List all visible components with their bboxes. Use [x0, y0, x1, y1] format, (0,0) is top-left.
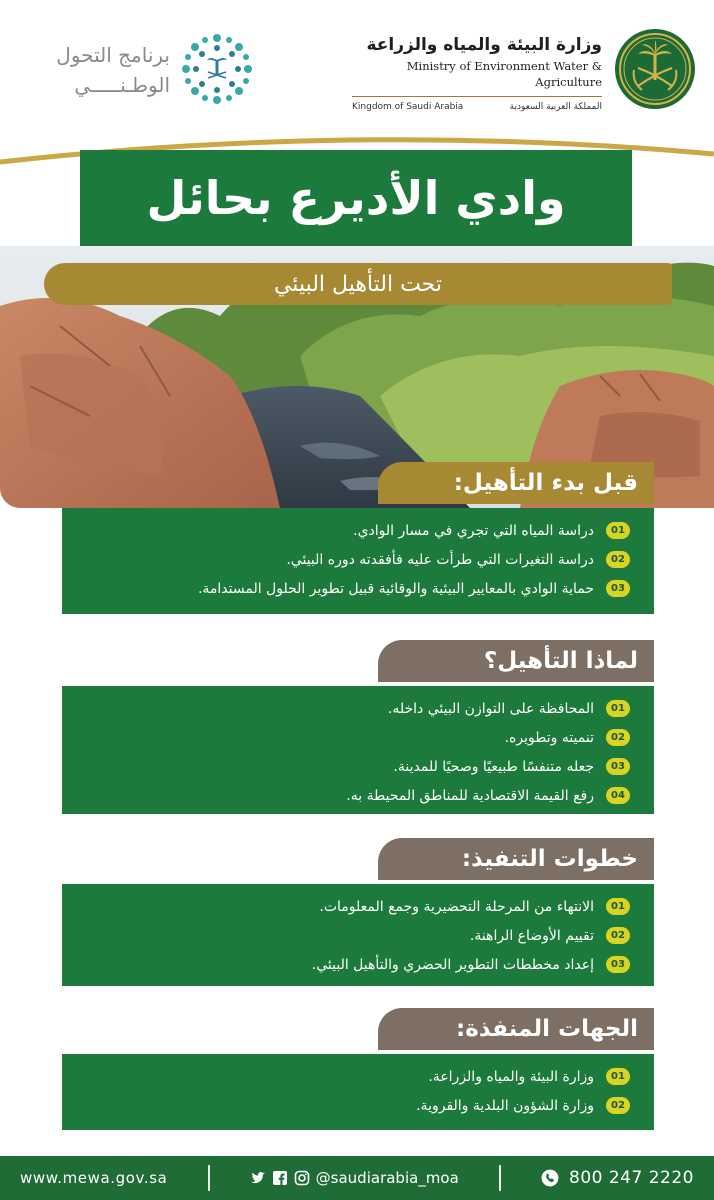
item-text: تقييم الأوضاع الراهنة.: [469, 927, 594, 944]
list-item: [72, 723, 630, 752]
item-text: دراسة المياه التي تجري في مسار الوادي.: [353, 522, 594, 539]
section-list-implementation-steps: [62, 884, 654, 986]
item-number-badge: 01: [606, 898, 630, 915]
list-item: [72, 752, 630, 781]
social-block: [250, 1169, 459, 1187]
title-banner: [80, 150, 632, 246]
section-heading-text: قبل بدء التأهيل:: [453, 470, 638, 496]
item-number-badge: 04: [606, 787, 630, 804]
ministry-name-english: Ministry of Environment Water & Agriculture: [406, 59, 602, 89]
national-transformation-name: [40, 40, 170, 100]
section-heading-before-rehab: [378, 462, 654, 504]
twitter-icon[interactable]: [250, 1170, 266, 1186]
section-list-implementing-entities: [62, 1054, 654, 1130]
national-transformation-logo-icon: [178, 30, 256, 108]
item-number-badge: 02: [606, 729, 630, 746]
item-number-badge: 03: [606, 956, 630, 973]
list-item: [72, 892, 630, 921]
phone-block: [541, 1168, 694, 1188]
program-line-1: برنامج التحول: [56, 43, 170, 67]
page-title: وادي الأديرع بحائل: [146, 171, 566, 225]
section-heading-why-rehab: [378, 640, 654, 682]
item-number-badge: 02: [606, 927, 630, 944]
section-heading-implementing-entities: [378, 1008, 654, 1050]
list-item: [72, 694, 630, 723]
ministry-name-block: [352, 34, 602, 113]
instagram-icon[interactable]: [294, 1170, 310, 1186]
list-item: [72, 1062, 630, 1091]
list-item: [72, 516, 630, 545]
section-heading-text: لماذا التأهيل؟: [483, 648, 638, 674]
kingdom-arabic: المملكة العربية السعودية: [509, 102, 602, 112]
item-number-badge: 01: [606, 700, 630, 717]
item-text: المحافظة على التوازن البيئي داخله.: [387, 700, 594, 717]
section-list-before-rehab: [62, 508, 654, 614]
item-text: وزارة البيئة والمياه والزراعة.: [428, 1068, 594, 1085]
item-text: رفع القيمة الاقتصادية للمناطق المحيطة به.: [346, 787, 594, 804]
item-number-badge: 01: [606, 522, 630, 539]
list-item: [72, 950, 630, 979]
social-handle[interactable]: @saudiarabia_moa: [315, 1169, 459, 1187]
list-item: [72, 574, 630, 603]
section-heading-text: خطوات التنفيذ:: [461, 846, 638, 872]
item-number-badge: 02: [606, 551, 630, 568]
phone-icon: [541, 1169, 559, 1187]
kingdom-english: Kingdom of Saudi Arabia: [352, 102, 464, 112]
facebook-icon[interactable]: [272, 1170, 288, 1186]
program-line-2: الوطـنـــــي: [74, 73, 170, 97]
section-list-why-rehab: [62, 686, 654, 814]
list-item: [72, 545, 630, 574]
footer-divider: [208, 1165, 210, 1191]
page-header: [0, 0, 714, 138]
list-item: [72, 921, 630, 950]
phone-number[interactable]: 800 247 2220: [569, 1168, 694, 1188]
item-text: وزارة الشؤون البلدية والقروية.: [416, 1097, 594, 1114]
item-text: تنميته وتطويره.: [504, 729, 594, 746]
item-text: إعداد مخططات التطوير الحضري والتأهيل البيئي.: [311, 956, 594, 973]
ministry-emblem-icon: [614, 28, 696, 110]
list-item: [72, 1091, 630, 1120]
ministry-name-arabic: وزارة البيئة والمياه والزراعة: [366, 35, 602, 55]
footer-divider: [499, 1165, 501, 1191]
item-text: جعله متنفسًا طبيعيًا وصحيًا للمدينة.: [393, 758, 594, 775]
website-link[interactable]: www.mewa.gov.sa: [20, 1169, 168, 1187]
item-text: دراسة التغيرات التي طرأت عليه فأفقدته دوره البيئي.: [286, 551, 594, 568]
item-number-badge: 03: [606, 580, 630, 597]
item-number-badge: 02: [606, 1097, 630, 1114]
page-footer: [0, 1156, 714, 1200]
subtitle: تحت التأهيل البيئي: [273, 271, 443, 297]
divider: [352, 96, 602, 97]
item-number-badge: 03: [606, 758, 630, 775]
list-item: [72, 781, 630, 810]
subtitle-ribbon: [44, 263, 672, 305]
item-number-badge: 01: [606, 1068, 630, 1085]
section-heading-implementation-steps: [378, 838, 654, 880]
section-heading-text: الجهات المنفذة:: [456, 1016, 638, 1042]
item-text: الانتهاء من المرحلة التحضيرية وجمع المعلومات.: [319, 898, 594, 915]
kingdom-line: [352, 101, 602, 113]
item-text: حماية الوادي بالمعايير البيئية والوقائية قبيل تطوير الحلول المستدامة.: [197, 580, 594, 597]
